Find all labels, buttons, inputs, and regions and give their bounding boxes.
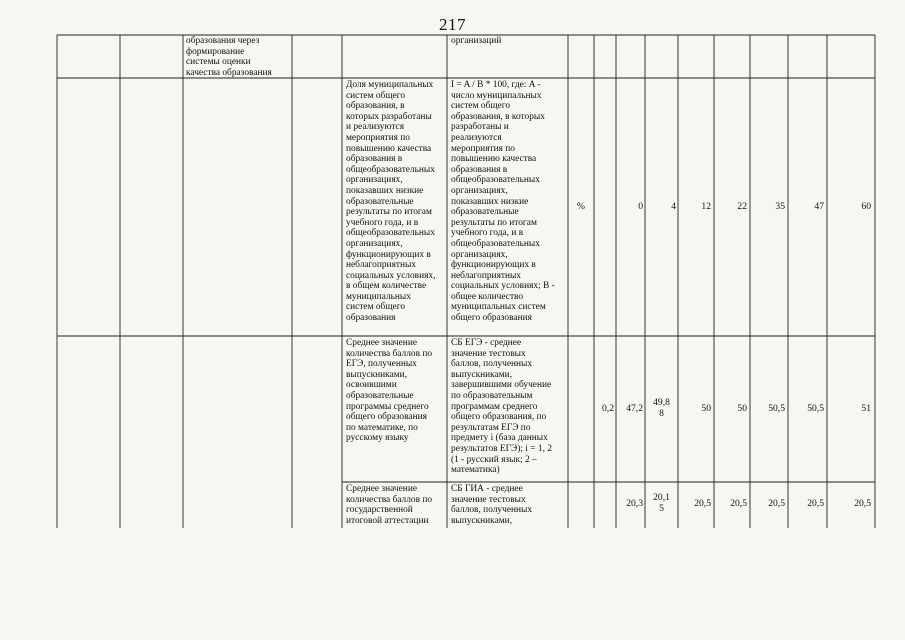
row2-value-4: 12 [701,201,711,212]
row2-value-2: 0 [638,201,643,212]
row4-value-6: 20,5 [768,498,785,509]
row2-formula: I = A / B * 100, где: A - число муниципальных систем общего образования, в которых разработаны и реализуются мероприятия по повышению качества образования в общеобразовательных организациях, показавших низкие образовательные результаты по итогам учебного года, и в общеобразовательных организациях, функционирующих в неблагоприятных социальных условиях; B - общее количество муниципальных систем общего образования [451,80,555,324]
row3-value-1: 0,2 [602,403,614,414]
row3-formula: СБ ЕГЭ - среднее значение тестовых баллов, полученных выпускниками, завершившими обучение по образовательным программам среднего общего образования, по результатам ЕГЭ по предмету i (база данных результатов ЕГЭ); i = 1, 2 (1 - русский язык; 2 – математика) [451,338,552,476]
row2-value-3: 4 [671,201,676,212]
row4-indicator: Среднее значение количества баллов по государственной итоговой аттестации [346,484,433,526]
row3-value-7: 50,5 [807,403,824,414]
row3-value-6: 50,5 [768,403,785,414]
row4-value-2: 20,3 [626,498,643,509]
row2-value-7: 47 [814,201,824,212]
row1-formula: организаций [451,36,502,46]
page-number: 217 [439,15,466,34]
row3-value-5: 50 [737,403,747,414]
row2-unit: % [577,201,585,212]
row4-value-5: 20,5 [730,498,747,509]
row4-value-3: 20,1 5 [653,492,670,514]
row3-value-2: 47,2 [626,403,643,414]
row4-value-7: 20,5 [807,498,824,509]
row3-value-3: 49,8 8 [653,397,670,419]
row3-value-8: 51 [861,403,871,414]
row2-indicator: Доля муниципальных систем общего образования, в которых разработаны и реализуются мероприятия по повышению качества образования в общеобразовательных организациях, показавших низкие образовательные результаты по итогам учебного года, и в общеобразовательных организациях, функционирующих в неблагоприятных социальных условиях, в общем количестве муниципальных систем общего образования [346,80,436,324]
row3-indicator: Среднее значение количества баллов по ЕГЭ, полученных выпускниками, освоившими образовательные программы среднего общего образования по математике, по русскому языку [346,338,433,444]
row4-value-4: 20,5 [694,498,711,509]
row3-value-4: 50 [701,403,711,414]
row4-formula: СБ ГИА - среднее значение тестовых баллов, полученных выпускниками, [451,484,533,526]
row4-value-8: 20,5 [854,498,871,509]
row2-value-5: 22 [737,201,747,212]
row1-activity: образования через формирование системы оценки качества образования [186,36,272,78]
row2-value-6: 35 [775,201,785,212]
row2-value-8: 60 [861,201,871,212]
